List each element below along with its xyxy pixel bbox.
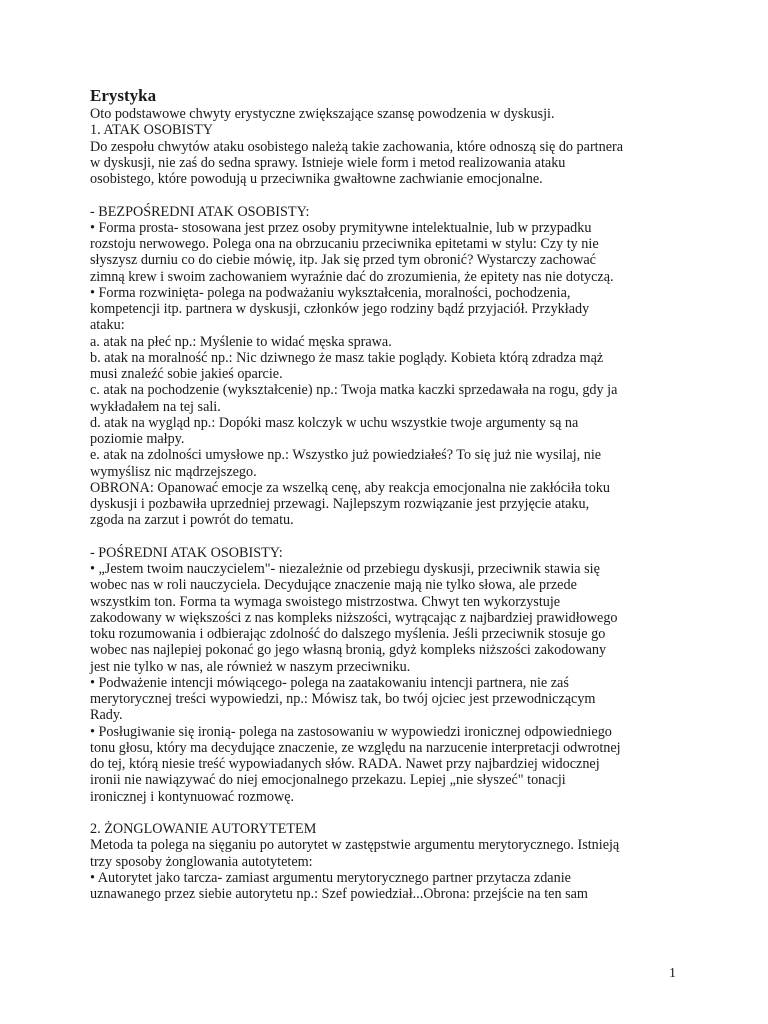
text-line: poziomie małpy.: [90, 431, 185, 447]
text-line: wszystkim ton. Forma ta wymaga swoistego mistrzostwa. Chwyt ten wykorzystuje: [90, 593, 561, 610]
text-line: ataku:: [90, 317, 125, 334]
text-line: Metoda ta polega na sięganiu po autorytet w zastępstwie argumentu merytorycznego. Istnieją: [90, 837, 620, 854]
paragraph-spacer: [90, 529, 690, 545]
text-line: musi znaleźć sobie jakieś oparcie.: [90, 366, 283, 382]
text-line: - POŚREDNI ATAK OSOBISTY:: [90, 544, 283, 561]
text-line: do tej, którą niesie treść wypowiadanych słów. RADA. Nawet przy najbardziej widocznej: [90, 756, 600, 772]
text-line: e. atak na zdolności umysłowe np.: Wszystko już powiedziałeś? To się już nie wysilaj, nie: [90, 447, 602, 464]
document-title: Erystyka: [90, 86, 157, 105]
text-line: 2. ŻONGLOWANIE AUTORYTETEM: [90, 821, 317, 837]
text-line: zgoda na zarzut i powrót do tematu.: [90, 512, 294, 529]
text-line: merytorycznej treści wypowiedzi, np.: Mówisz tak, bo twój ojciec jest przewodniczącym: [90, 691, 596, 707]
paragraph-spacer: [90, 187, 690, 203]
text-line: • Autorytet jako tarcza- zamiast argumentu merytorycznego partner przytacza zdanie: [90, 869, 571, 886]
text-line: d. atak na wygląd np.: Dopóki masz kolczyk w uchu wszystkie twoje argumenty są na: [90, 414, 579, 431]
text-line: • Posługiwanie się ironią- polega na zastosowaniu w wypowiedzi ironicznej odpowiedniego: [90, 723, 612, 740]
text-line: dyskusji i pozbawiła uprzedniej przewagi. Najlepszym rozwiązanie jest przyjęcie ataku,: [90, 496, 590, 512]
paragraph-spacer: [90, 805, 690, 821]
text-line: w dyskusji, nie zaś do sedna sprawy. Istnieje wiele form i metod realizowania ataku: [90, 154, 566, 171]
text-line: Do zespołu chwytów ataku osobistego należą takie zachowania, które odnoszą się do partnera: [90, 138, 624, 155]
text-line: • Forma rozwinięta- polega na podważaniu wykształcenia, moralności, pochodzenia,: [90, 284, 571, 301]
document-body: [90, 106, 690, 902]
text-line: ironicznej i kontynuować rozmowę.: [90, 788, 295, 805]
text-line: 1. ATAK OSOBISTY: [90, 122, 214, 139]
text-line: Oto podstawowe chwyty erystyczne zwiększające szansę powodzenia w dyskusji.: [90, 106, 555, 122]
text-line: zakodowany w większości z nas kompleks niższości, wytrącając z najbardziej prawidłowego: [90, 609, 618, 626]
text-line: ironii nie nawiązywać do niej emocjonalnego przekazu. Lepiej „nie słyszeć" tonacji: [90, 772, 566, 789]
text-line: c. atak na pochodzenie (wykształcenie) np.: Twoja matka kaczki sprzedawała na rogu, gdy ja: [90, 382, 618, 399]
text-line: Rady.: [90, 707, 123, 724]
text-line: słyszysz durniu co do ciebie mówię, itp. Jak się przed tym obronić? Wystarczy zachować: [90, 252, 596, 269]
text-line: wykładałem na tej sali.: [90, 398, 221, 415]
text-line: wobec nas najlepiej pokonać go jego własną bronią, gdyż kompleks niższości zakodowany: [90, 642, 607, 659]
text-line: a. atak na płeć np.: Myślenie to widać męska sprawa.: [90, 333, 392, 350]
text-line: toku rozumowania i odbierając zdolność do dalszego myślenia. Jeśli przeciwnik stosuje go: [90, 626, 606, 642]
page-number: 1: [669, 966, 676, 981]
text-line: • „Jestem twoim nauczycielem"- niezależnie od przebiegu dyskusji, przeciwnik stawia się: [90, 561, 600, 577]
text-line: wobec nas w roli nauczyciela. Decydujące znaczenie mają nie tylko słowa, ale przede: [90, 577, 577, 594]
text-line: wymyślisz nic mądrzejszego.: [90, 463, 257, 480]
text-line: • Forma prosta- stosowana jest przez osoby prymitywne intelektualnie, lub w przypadku: [90, 219, 592, 236]
text-line: b. atak na moralność np.: Nic dziwnego że masz takie poglądy. Kobieta którą zdradza mąż: [90, 349, 604, 366]
text-line: - BEZPOŚREDNI ATAK OSOBISTY:: [90, 203, 310, 220]
text-line: tonu głosu, który ma decydujące znaczenie, ze względu na narzucenie interpretacji odwrotnej: [90, 739, 621, 756]
text-line: jest nie tylko w nas, ale również w naszym przeciwniku.: [90, 658, 411, 675]
text-line: • Podważenie intencji mówiącego- polega na zaatakowaniu intencji partnera, nie zaś: [90, 674, 569, 691]
text-line: osobistego, które powodują u przeciwnika gwałtowne zachwianie emocjonalne.: [90, 171, 543, 187]
text-line: rozstoju nerwowego. Polega ona na obrzucaniu przeciwnika epitetami w stylu: Czy ty nie: [90, 236, 599, 252]
text-line: trzy sposoby żonglowania autotytetem:: [90, 853, 313, 870]
text-line: zimną krew i swoim zachowaniem wyraźnie dać do zrozumienia, że epitety nas nie dotyczą.: [90, 268, 614, 285]
text-line: OBRONA: Opanować emocje za wszelką cenę, aby reakcja emocjonalna nie zakłóciła toku: [90, 479, 610, 496]
text-line: uznawanego przez siebie autorytetu np.: Szef powiedział...Obrona: przejście na ten sam: [90, 886, 588, 902]
text-line: kompetencji itp. partnera w dyskusji, członków jego rodziny bądź przyjaciół. Przykłady: [90, 301, 590, 317]
document-page: [90, 86, 690, 902]
